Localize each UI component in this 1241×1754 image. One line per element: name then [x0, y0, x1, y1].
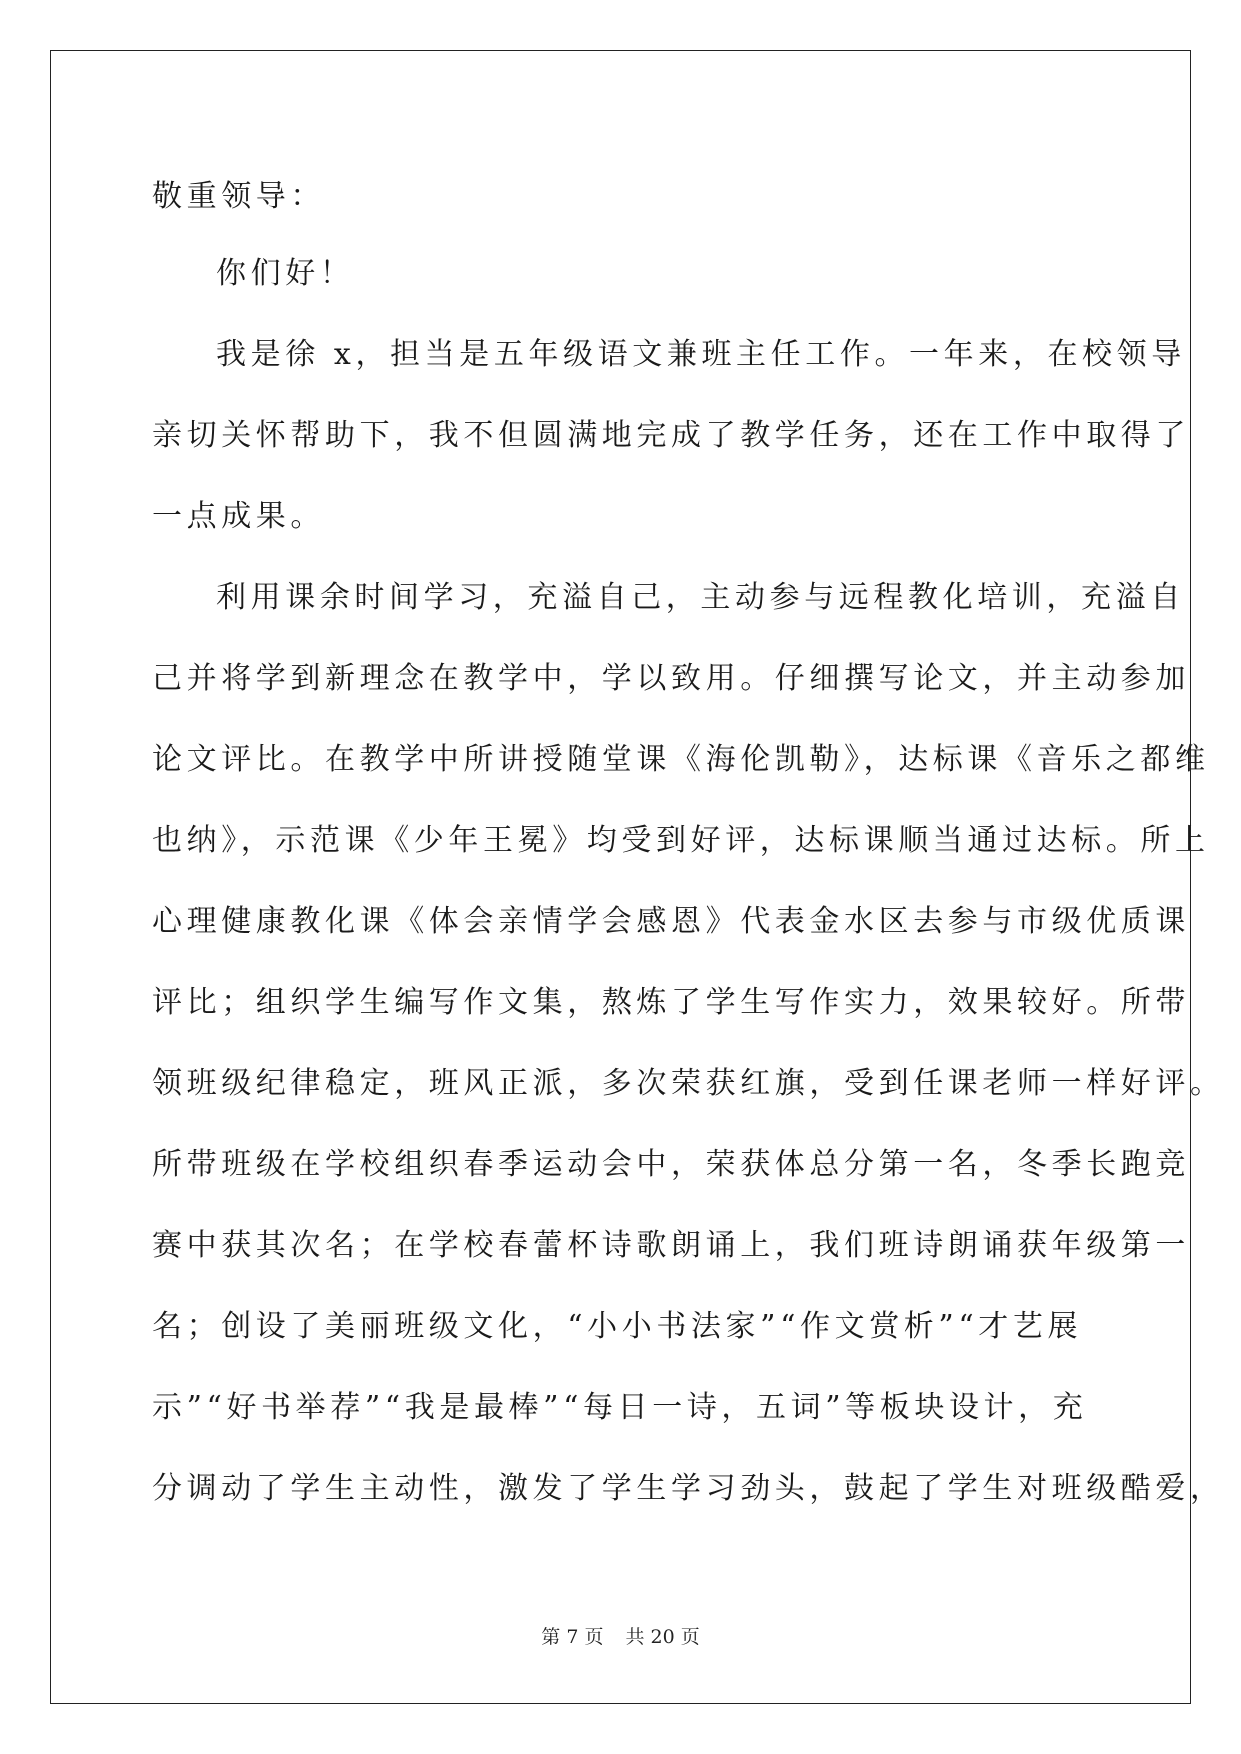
document-body [152, 160, 1225, 1529]
page-number: 第 7 页 [541, 1626, 604, 1648]
text-line: 名；创设了美丽班级文化，“小小书法家”“作文赏析”“才艺展 [152, 1309, 1083, 1344]
text-line: 示”“好书举荐”“我是最棒”“每日一诗，五词”等板块设计，充 [152, 1390, 1088, 1425]
text-line: 论文评比。在教学中所讲授随堂课《海伦凯勒》，达标课《音乐之都维 [152, 742, 1210, 777]
text-line: 赛中获其次名；在学校春蕾杯诗歌朗诵上，我们班诗朗诵获年级第一 [152, 1228, 1190, 1263]
text-line: 心理健康教化课《体会亲情学会感恩》代表金水区去参与市级优质课 [152, 904, 1190, 939]
text-line: 评比；组织学生编写作文集，熬炼了学生写作实力，效果较好。所带 [152, 985, 1190, 1020]
text-line: 利用课余时间学习，充溢自己，主动参与远程教化培训，充溢自 [216, 580, 1185, 615]
text-line: 你们好！ [216, 256, 355, 291]
text-line: 也纳》，示范课《少年王冕》均受到好评，达标课顺当通过达标。所上 [152, 823, 1210, 858]
text-line: 分调动了学生主动性，激发了学生学习劲头，鼓起了学生对班级酷爱， [152, 1471, 1225, 1506]
text-line: 所带班级在学校组织春季运动会中，荣获体总分第一名，冬季长跑竞 [152, 1147, 1190, 1182]
text-line: 领班级纪律稳定，班风正派，多次荣获红旗，受到任课老师一样好评。 [152, 1066, 1225, 1101]
text-line: 我是徐 x，担当是五年级语文兼班主任工作。一年来，在校领导 [216, 337, 1186, 372]
text-line: 己并将学到新理念在教学中，学以致用。仔细撰写论文，并主动参加 [152, 661, 1190, 696]
page-footer [0, 1622, 1241, 1649]
text-line: 亲切关怀帮助下，我不但圆满地完成了教学任务，还在工作中取得了 [152, 418, 1190, 453]
text-line: 敬重领导： [152, 179, 325, 214]
page-total: 共 20 页 [625, 1626, 700, 1648]
text-line: 一点成果。 [152, 499, 325, 534]
